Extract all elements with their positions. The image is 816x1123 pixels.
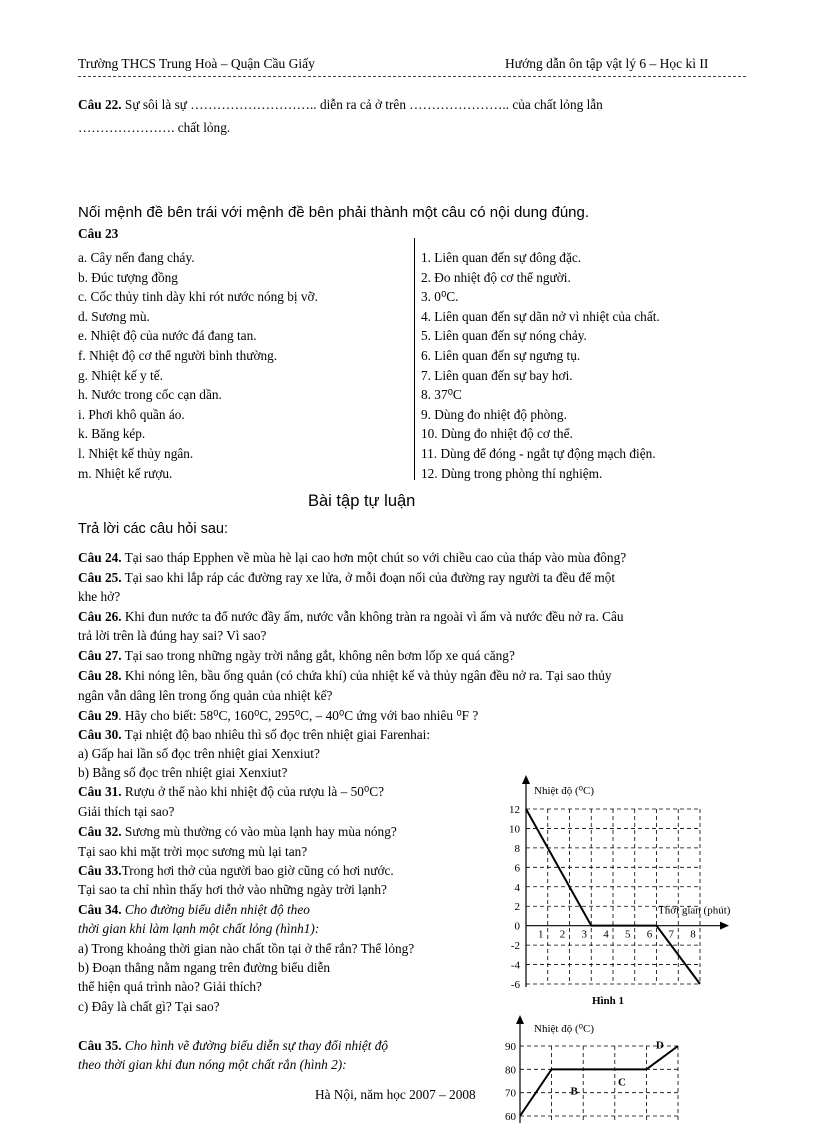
matching-right-item-1: 2. Đo nhiệt độ cơ thể người.: [421, 269, 571, 285]
y-tick-label: 2: [514, 901, 520, 914]
question-22: [78, 96, 603, 114]
question-29: Câu 29. Hãy cho biết: 58⁰C, 160⁰C, 295⁰C, – 40⁰C ứng với bao nhiêu ⁰F ?: [78, 708, 479, 723]
matching-left-item-1: b. Đúc tượng đồng: [78, 269, 178, 285]
matching-right-item-6: 7. Liên quan đến sự bay hơi.: [421, 367, 573, 383]
header-divider: [78, 76, 746, 77]
question-33: Câu 33.Trong hơi thở của người bao giờ cũng có hơi nước.: [78, 863, 394, 878]
question-25-line2: khe hở?: [78, 589, 121, 604]
y-tick-label: -6: [510, 979, 520, 991]
segment-label: C: [617, 1076, 626, 1089]
matching-left-item-2: c. Cốc thủy tinh dày khi rót nước nóng bị vỡ.: [78, 289, 318, 305]
question-32: Câu 32. Sương mù thường có vào mùa lạnh hay mùa nóng?: [78, 824, 397, 839]
question-35-line2: theo thời gian khi đun nóng một chất rắn (hình 2):: [78, 1057, 347, 1072]
question-34-b-line2: thể hiện quá trình nào? Giải thích?: [78, 979, 262, 994]
matching-right-item-11: 12. Dùng trong phòng thí nghiệm.: [421, 465, 603, 481]
question-31-line2: Giải thích tại sao?: [78, 804, 175, 819]
question-34-c: c) Đây là chất gì? Tại sao?: [78, 999, 220, 1014]
question-25: Câu 25. Tại sao khi lắp ráp các đường ray xe lửa, ở mỗi đoạn nối của đường ray người ta đều để một: [78, 570, 616, 585]
figure-2-chart: [498, 1012, 698, 1123]
x-tick-label: 7: [668, 928, 674, 941]
header-right: Hướng dẫn ôn tập vật lý 6 – Học kì II: [505, 56, 709, 71]
matching-left-item-8: i. Phơi khô quần áo.: [78, 406, 185, 422]
matching-left-item-10: l. Nhiệt kế thủy ngân.: [78, 445, 194, 461]
question-34-a: a) Trong khoảng thời gian nào chất tồn tại ở thể rắn? Thể lỏng?: [78, 941, 415, 956]
matching-right-column: [421, 248, 660, 483]
x-tick-label: 1: [538, 928, 544, 941]
question-22-line2: …………………. chất lỏng.: [78, 120, 231, 135]
x-tick-label: 3: [581, 928, 587, 941]
question-34-b: b) Đoạn thẳng nằm ngang trên đường biểu diễn: [78, 960, 331, 975]
matching-right-item-9: 10. Dùng đo nhiệt độ cơ thể.: [421, 426, 573, 442]
question-35: Câu 35. Cho hình vẽ đường biểu diễn sự thay đổi nhiệt độ: [78, 1038, 389, 1053]
question-27: Câu 27. Tại sao trong những ngày trời nắng gắt, không nên bơm lốp xe quá căng?: [78, 648, 515, 663]
question-34-line2: thời gian khi làm lạnh một chất lỏng (hình1):: [78, 921, 320, 936]
matching-left-item-0: a. Cây nến đang cháy.: [78, 250, 195, 265]
question-31: Câu 31. Rượu ở thể nào khi nhiệt độ của rượu là – 50⁰C?: [78, 784, 384, 799]
question-23-label: Câu 23: [78, 226, 119, 241]
y-tick-label: 80: [505, 1064, 516, 1077]
question-label: Câu 22.: [78, 97, 122, 112]
matching-divider: [414, 238, 415, 480]
matching-left-item-6: g. Nhiệt kế y tế.: [78, 367, 163, 383]
y-tick-label: 4: [514, 881, 520, 894]
question-text: Sự sôi là sự ……………………….. diễn ra cả ở trên ………………….. của chất lỏng lẫn: [121, 97, 603, 112]
y-tick-label: 8: [514, 842, 520, 855]
x-axis-arrow: [720, 922, 729, 930]
y-tick-label: 10: [509, 823, 520, 836]
matching-right-item-5: 6. Liên quan đến sự ngưng tụ.: [421, 347, 581, 363]
matching-right-item-0: 1. Liên quan đến sự đông đặc.: [421, 250, 582, 265]
question-34: Câu 34. Cho đường biểu diễn nhiệt độ theo: [78, 902, 310, 917]
y-tick-label: 12: [509, 804, 520, 816]
x-tick-label: 5: [625, 928, 631, 941]
matching-right-item-8: 9. Dùng đo nhiệt độ phòng.: [421, 406, 567, 422]
y-axis-label: Nhiệt độ (⁰C): [534, 1023, 595, 1035]
y-axis-arrow: [522, 775, 530, 784]
y-tick-label: -2: [510, 940, 520, 953]
question-30: Câu 30. Tại nhiệt độ bao nhiêu thì số đọc trên nhiệt giai Farenhai:: [78, 727, 431, 742]
matching-instruction: Nối mệnh đề bên trái với mệnh đề bên phải thành một câu có nội dung đúng.: [78, 204, 590, 221]
question-24: Câu 24. Tại sao tháp Epphen về mùa hè lại cao hơn một chút so với chiều cao của tháp vào mùa đông?: [78, 550, 627, 565]
question-26: Câu 26. Khi đun nước ta đổ nước đầy ấm, nước vẫn không tràn ra ngoài vì ấm và nước đều nở ra. Câu: [78, 609, 624, 624]
matching-right-item-7: 8. 37⁰C: [421, 387, 462, 403]
series-line: [520, 1046, 678, 1116]
matching-left-item-9: k. Băng kép.: [78, 426, 146, 442]
footer-text: Hà Nội, năm học 2007 – 2008: [315, 1087, 476, 1102]
essay-instruction: Trả lời các câu hỏi sau:: [78, 521, 229, 537]
y-tick-label: 70: [505, 1087, 516, 1100]
y-tick-label: -4: [510, 959, 520, 972]
x-axis-label: Thời gian (phút): [658, 904, 731, 917]
matching-left-item-5: f. Nhiệt độ cơ thể người bình thường.: [78, 347, 278, 363]
matching-left-item-4: e. Nhiệt độ của nước đá đang tan.: [78, 328, 257, 344]
question-26-line2: trả lời trên là đúng hay sai? Vì sao?: [78, 628, 267, 643]
x-tick-label: 6: [646, 928, 653, 941]
matching-left-column: [78, 248, 318, 483]
question-28-line2: ngân vẫn dâng lên trong ống quản của nhiệt kế?: [78, 688, 333, 703]
matching-right-item-2: 3. 0⁰C.: [421, 289, 459, 305]
segment-label: D: [655, 1039, 664, 1052]
y-tick-label: 60: [505, 1111, 516, 1123]
matching-right-item-4: 5. Liên quan đến sự nóng chảy.: [421, 328, 587, 344]
question-32-line2: Tại sao khi mặt trời mọc sương mù lại tan?: [78, 844, 308, 859]
header-left: Trường THCS Trung Hoà – Quận Cầu Giấy: [78, 56, 315, 71]
segment-label: B: [570, 1085, 578, 1098]
question-33-line2: Tại sao ta chỉ nhìn thấy hơi thở vào những ngày trời lạnh?: [78, 882, 387, 897]
y-tick-label: 6: [514, 862, 520, 875]
x-tick-label: 2: [559, 928, 566, 941]
x-tick-label: 8: [690, 928, 696, 941]
matching-left-item-7: h. Nước trong cốc cạn dần.: [78, 387, 222, 403]
matching-right-item-3: 4. Liên quan đến sự dãn nở vì nhiệt của chất.: [421, 308, 660, 324]
matching-left-item-3: d. Sương mù.: [78, 308, 150, 324]
question-28: Câu 28. Khi nóng lên, bầu ống quản (có chứa khí) của nhiệt kế và thủy ngân đều nở ra. Tại sao thủy: [78, 668, 612, 683]
y-tick-label: 90: [505, 1041, 516, 1053]
chart-caption: Hình 1: [591, 995, 625, 1007]
matching-right-item-10: 11. Dùng để đóng - ngắt tự động mạch điện.: [421, 445, 656, 461]
x-tick-label: 4: [603, 928, 609, 941]
section-title: Bài tập tự luận: [308, 492, 416, 510]
y-tick-label: 0: [514, 920, 520, 933]
figure-1-chart: [498, 772, 748, 1012]
y-axis-arrow: [516, 1015, 524, 1024]
matching-left-item-11: m. Nhiệt kế rượu.: [78, 465, 173, 481]
y-axis-label: Nhiệt độ (⁰C): [534, 785, 595, 797]
question-30-b: b) Bằng số đọc trên nhiệt giai Xenxiut?: [78, 765, 288, 780]
question-30-a: a) Gấp hai lần số đọc trên nhiệt giai Xenxiut?: [78, 746, 320, 761]
